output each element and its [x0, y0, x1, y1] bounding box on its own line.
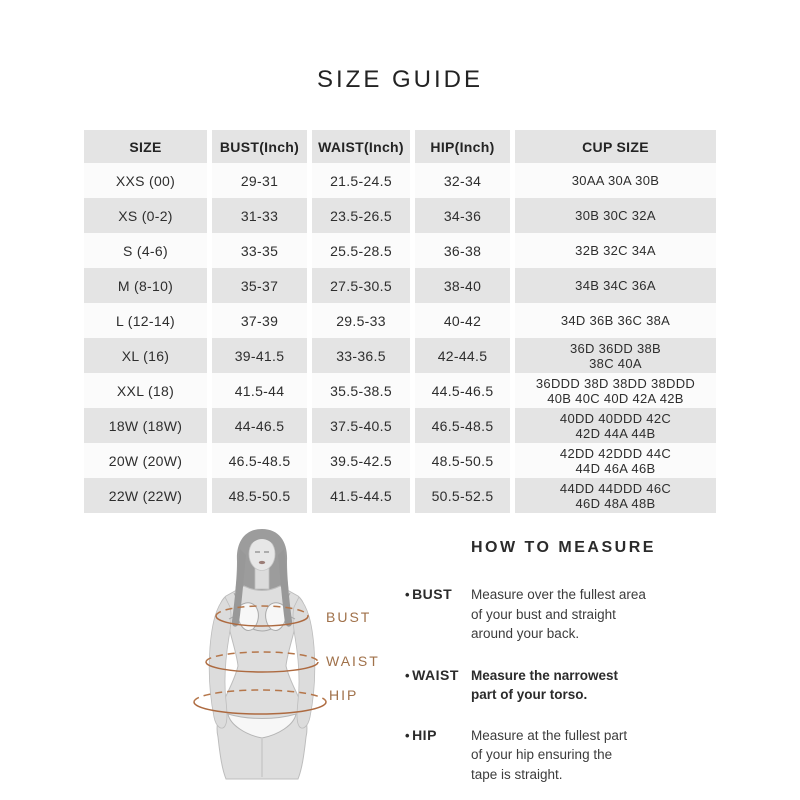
- header-cell-size: SIZE: [84, 130, 207, 163]
- measure-label-text: WAIST: [412, 666, 459, 683]
- cell-cup: [515, 443, 716, 478]
- cell-hip: 32-34: [415, 163, 510, 198]
- cup-line: 36DDD 38D 38DD 38DDD: [535, 375, 696, 391]
- table-row: [84, 268, 716, 303]
- cell-cup: [515, 268, 716, 303]
- cell-waist: 21.5-24.5: [312, 163, 410, 198]
- cell-size: XS (0-2): [84, 198, 207, 233]
- cup-line: 42D 44A 44B: [575, 425, 656, 441]
- text-line: Measure the narrowest: [471, 667, 619, 683]
- face-shape: [249, 538, 275, 571]
- cup-line: 44DD 44DDD 46C: [559, 480, 672, 496]
- cup-line: 40DD 40DDD 42C: [559, 410, 672, 426]
- cell-waist: 37.5-40.5: [312, 408, 410, 443]
- table-row: [84, 408, 716, 443]
- cell-cup: [515, 233, 716, 268]
- cell-size: 18W (18W): [84, 408, 207, 443]
- cell-size: S (4-6): [84, 233, 207, 268]
- cell-bust: 41.5-44: [212, 373, 307, 408]
- cell-waist: 41.5-44.5: [312, 478, 410, 513]
- header-cell-cup: CUP SIZE: [515, 130, 716, 163]
- measure-item-text: [471, 726, 689, 785]
- how-to-measure-section: [405, 539, 710, 784]
- cell-bust: 37-39: [212, 303, 307, 338]
- cell-waist: 33-36.5: [312, 338, 410, 373]
- cup-line: 30B 30C 32A: [575, 208, 656, 223]
- cell-waist: 39.5-42.5: [312, 443, 410, 478]
- cell-bust: 39-41.5: [212, 338, 307, 373]
- header-cell-hip: HIP(Inch): [415, 130, 510, 163]
- figure-waist-label: WAIST: [326, 653, 380, 669]
- cell-waist: 25.5-28.5: [312, 233, 410, 268]
- cell-size: M (8-10): [84, 268, 207, 303]
- cell-size: L (12-14): [84, 303, 207, 338]
- header-cell-bust: BUST(Inch): [212, 130, 307, 163]
- table-row: [84, 233, 716, 268]
- table-row: [84, 198, 716, 233]
- measure-item-text: [471, 585, 689, 644]
- cup-line: 32B 32C 34A: [575, 243, 656, 258]
- table-row: [84, 373, 716, 408]
- cell-cup: [515, 408, 716, 443]
- cell-bust: 33-35: [212, 233, 307, 268]
- table-row: [84, 338, 716, 373]
- measure-item-waist: [405, 666, 710, 705]
- cup-line: 30AA 30A 30B: [571, 173, 660, 188]
- cup-line: 34D 36B 36C 38A: [560, 313, 671, 328]
- size-guide-table: [84, 130, 716, 513]
- table-row: [84, 443, 716, 478]
- cell-hip: 40-42: [415, 303, 510, 338]
- measure-label-text: BUST: [412, 586, 453, 602]
- cell-size: XXL (18): [84, 373, 207, 408]
- header-cell-waist: WAIST(Inch): [312, 130, 410, 163]
- cell-bust: 44-46.5: [212, 408, 307, 443]
- text-line: tape is straight.: [471, 766, 563, 782]
- table-header-row: [84, 130, 716, 163]
- measure-item-hip: [405, 726, 710, 785]
- cell-hip: 46.5-48.5: [415, 408, 510, 443]
- cell-hip: 34-36: [415, 198, 510, 233]
- cell-bust: 48.5-50.5: [212, 478, 307, 513]
- cell-hip: 42-44.5: [415, 338, 510, 373]
- page-title: SIZE GUIDE: [316, 66, 484, 93]
- cell-cup: [515, 198, 716, 233]
- text-line: part of your torso.: [471, 687, 588, 702]
- lips-shape: [259, 561, 265, 564]
- cup-line: 34B 34C 36A: [575, 278, 656, 293]
- cell-size: XXS (00): [84, 163, 207, 198]
- cup-line: 40B 40C 40D 42A 42B: [547, 390, 684, 406]
- cell-size: XL (16): [84, 338, 207, 373]
- cell-hip: 38-40: [415, 268, 510, 303]
- bullet-icon: •: [405, 667, 411, 683]
- cell-cup: [515, 373, 716, 408]
- table-row: [84, 478, 716, 513]
- cell-size: 22W (22W): [84, 478, 207, 513]
- cell-bust: 31-33: [212, 198, 307, 233]
- measure-item-label: [405, 666, 471, 683]
- cell-bust: 35-37: [212, 268, 307, 303]
- cup-line: 46D 48A 48B: [575, 495, 656, 511]
- text-line: of your hip ensuring the: [471, 747, 613, 762]
- figure-hip-label: HIP: [329, 687, 359, 703]
- measure-item-bust: [405, 585, 710, 644]
- cup-line: 36D 36DD 38B: [569, 340, 662, 356]
- cell-cup: [515, 163, 716, 198]
- cell-bust: 46.5-48.5: [212, 443, 307, 478]
- cell-cup: [515, 478, 716, 513]
- measure-label-text: HIP: [412, 726, 437, 743]
- text-line: of your bust and straight: [471, 606, 616, 622]
- text-line: Measure over the fullest area: [471, 587, 646, 602]
- cell-waist: 35.5-38.5: [312, 373, 410, 408]
- cell-bust: 29-31: [212, 163, 307, 198]
- measure-item-text: [471, 666, 689, 705]
- cell-cup: [515, 338, 716, 373]
- cell-size: 20W (20W): [84, 443, 207, 478]
- cell-waist: 23.5-26.5: [312, 198, 410, 233]
- how-to-measure-title: HOW TO MEASURE: [471, 539, 656, 556]
- cup-line: 44D 46A 46B: [575, 460, 656, 476]
- cell-cup: [515, 303, 716, 338]
- measurement-figure: [152, 523, 412, 785]
- bullet-icon: •: [405, 727, 411, 743]
- text-line: Measure at the fullest part: [471, 727, 628, 743]
- measure-item-label: [405, 726, 471, 743]
- cell-hip: 50.5-52.5: [415, 478, 510, 513]
- cup-line: 38C 40A: [589, 355, 642, 371]
- cell-hip: 44.5-46.5: [415, 373, 510, 408]
- measure-item-label: [405, 585, 471, 602]
- figure-bust-label: BUST: [326, 609, 372, 625]
- cup-line: 42DD 42DDD 44C: [559, 445, 672, 461]
- text-line: around your back.: [471, 626, 580, 641]
- cell-waist: 29.5-33: [312, 303, 410, 338]
- bullet-icon: •: [405, 587, 411, 602]
- cell-hip: 48.5-50.5: [415, 443, 510, 478]
- table-row: [84, 303, 716, 338]
- table-row: [84, 163, 716, 198]
- cell-hip: 36-38: [415, 233, 510, 268]
- cell-waist: 27.5-30.5: [312, 268, 410, 303]
